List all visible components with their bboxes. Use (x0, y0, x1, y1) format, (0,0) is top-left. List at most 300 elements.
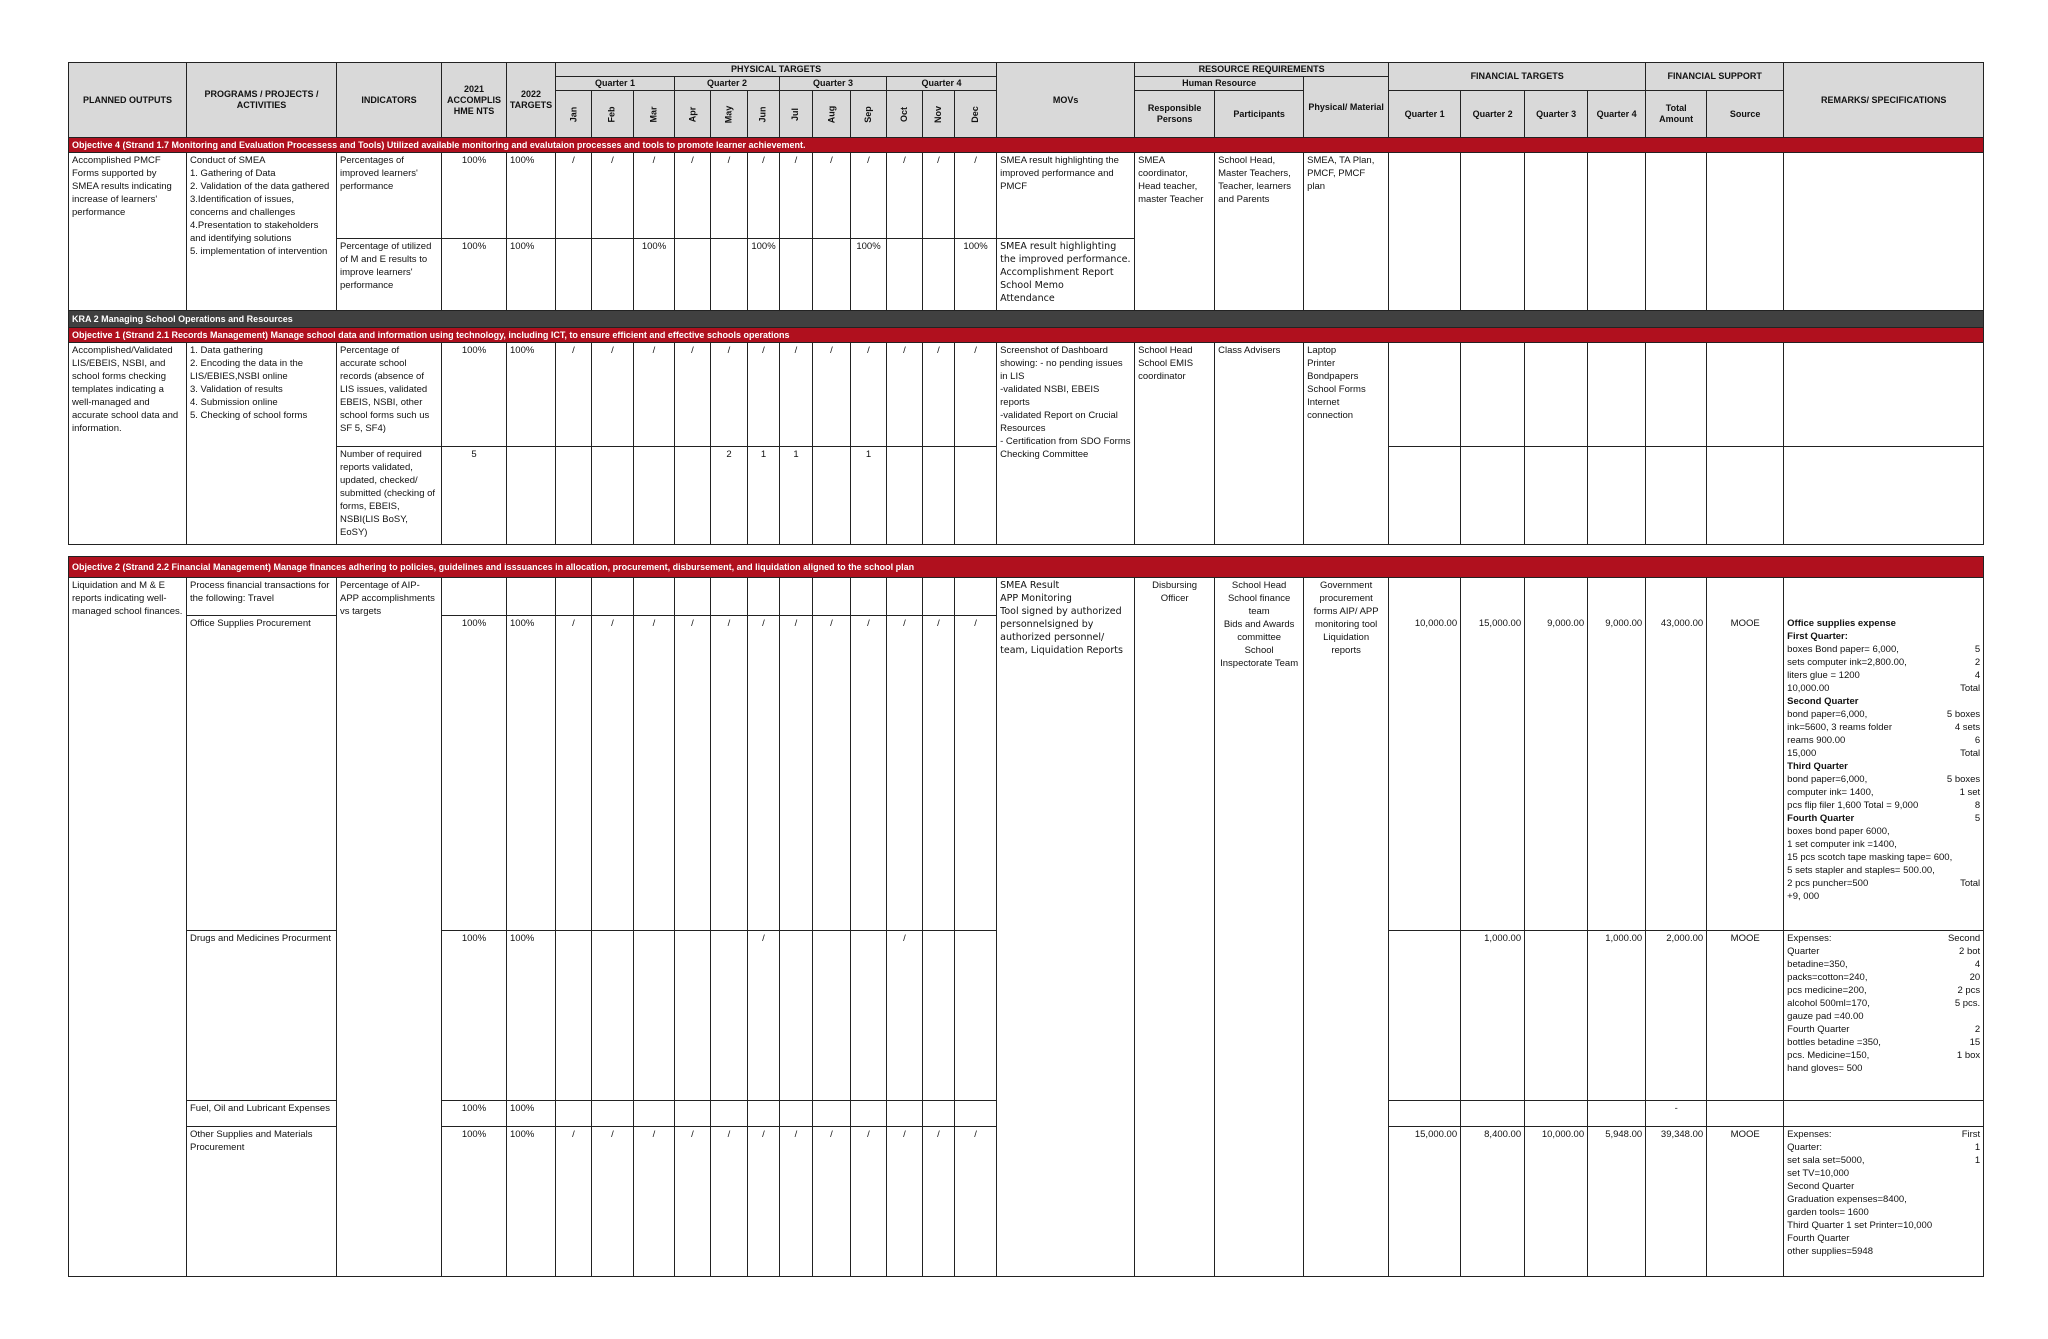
fin-q3 (1525, 1101, 1588, 1127)
month-cell: / (634, 343, 675, 447)
month-cell: / (675, 153, 711, 239)
quarter-2-header: Quarter 2 (675, 77, 780, 91)
remarks-nums: First 1 1 (1961, 1129, 1981, 1166)
participants: Class Advisers (1215, 343, 1304, 545)
month-cell (887, 447, 923, 545)
total-amount (1646, 447, 1707, 545)
month-cell: / (813, 343, 851, 447)
month-cell: / (711, 153, 748, 239)
month-cell: / (851, 153, 887, 239)
total-amount: 39,348.00 (1646, 1127, 1707, 1277)
month-cell (748, 578, 780, 616)
indicator: Percentage of AIP- APP accomplishments vs targets (337, 578, 442, 1277)
month-cell: / (711, 1127, 748, 1277)
acc-2021: 100% (442, 153, 507, 239)
month-cell: / (556, 1127, 592, 1277)
month-cell (813, 578, 851, 616)
fin-q4 (1588, 153, 1646, 311)
month-cell: / (748, 616, 780, 931)
month-cell: / (748, 153, 780, 239)
col-fin-quarter-1: Quarter 1 (1389, 91, 1461, 138)
month-nov (923, 91, 955, 138)
activities: 1. Data gathering 2. Encoding the data in the LIS/EBIES,NSBI online 3. Validation of results 4. Submission online 5. Checking of school forms (187, 343, 337, 545)
month-cell (556, 578, 592, 616)
col-movs: MOVs (997, 63, 1135, 138)
quarter-label: Fourth Quarter (1787, 812, 1855, 824)
month-cell: 100% (955, 239, 997, 311)
month-cell (780, 1101, 813, 1127)
month-cell: / (955, 1127, 997, 1277)
month-cell: / (887, 1127, 923, 1277)
month-cell (887, 239, 923, 311)
remarks (1784, 153, 1984, 311)
remarks-text (1787, 760, 1918, 812)
month-jun (748, 91, 780, 138)
remarks-lines: bond paper=6,000, computer ink= 1400, pcs flip filer 1,600 Total = 9,000 (1787, 773, 1919, 811)
month-label: Aug (826, 105, 836, 123)
month-cell (780, 931, 813, 1101)
month-apr (675, 91, 711, 138)
month-cell: / (955, 616, 997, 931)
month-cell: / (887, 153, 923, 239)
month-cell: / (634, 1127, 675, 1277)
month-cell (955, 578, 997, 616)
remarks-text (1787, 630, 1907, 695)
month-label: Dec (970, 105, 981, 123)
fin-q3: 9,000.00 (1525, 616, 1588, 931)
month-cell: / (592, 343, 634, 447)
month-cell: / (675, 343, 711, 447)
fin-q4: 9,000.00 (1588, 616, 1646, 931)
month-cell (634, 447, 675, 545)
month-cell: / (851, 616, 887, 931)
target-2022: 100% (507, 239, 556, 311)
remarks-block (1787, 932, 1980, 1075)
month-label: Mar (648, 105, 659, 123)
fin-q1: 10,000.00 (1389, 616, 1461, 931)
month-aug (813, 91, 851, 138)
fin-q3 (1525, 578, 1588, 616)
table-row (69, 153, 1984, 239)
month-cell: 1 (851, 447, 887, 545)
month-cell (887, 1101, 923, 1127)
fin-q3 (1525, 447, 1588, 545)
quarter-label: First Quarter: (1787, 630, 1848, 642)
month-cell: / (556, 153, 592, 239)
month-cell (923, 447, 955, 545)
indicator: Number of required reports validated, updated, checked/ submitted (checking of forms, EBEIS, NSBI(LIS BoSY, EoSY) (337, 447, 442, 545)
month-cell: / (748, 931, 780, 1101)
month-cell: 100% (748, 239, 780, 311)
month-cell: / (923, 1127, 955, 1277)
acc-2021: 100% (442, 1127, 507, 1277)
acc-2021: 100% (442, 931, 507, 1101)
remarks-nums: 5 2 4 Total (1960, 643, 1981, 694)
remarks-text (1787, 695, 1892, 760)
source (1707, 447, 1784, 545)
col-fin-quarter-2: Quarter 2 (1461, 91, 1525, 138)
month-cell (675, 578, 711, 616)
month-cell (711, 931, 748, 1101)
acc-2021: 100% (442, 1101, 507, 1127)
remarks-text (1787, 812, 1952, 903)
remarks-office-supplies (1784, 616, 1984, 931)
month-cell: / (887, 931, 923, 1101)
table-row (69, 578, 1984, 616)
source: MOOE (1707, 931, 1784, 1101)
month-cell: / (711, 343, 748, 447)
operational-plan-document (68, 62, 1980, 1277)
month-cell: / (955, 343, 997, 447)
month-cell: / (780, 616, 813, 931)
source (1707, 578, 1784, 616)
col-indicators: INDICATORS (337, 63, 442, 138)
objective-1-title: Objective 1 (Strand 2.1 Records Management) Manage school data and information using technology, including ICT, to ensure efficient and effective schools operations (69, 328, 1984, 343)
fin-q2 (1461, 153, 1525, 311)
financial-targets-header: FINANCIAL TARGETS (1389, 63, 1646, 91)
month-cell (813, 447, 851, 545)
month-cell: 100% (851, 239, 887, 311)
source: MOOE (1707, 1127, 1784, 1277)
remarks-drugs (1784, 931, 1984, 1101)
movs: SMEA result highlighting the improved performance and PMCF (997, 153, 1135, 239)
remarks-block (1787, 695, 1980, 760)
month-cell (748, 1101, 780, 1127)
month-jul (780, 91, 813, 138)
month-cell (592, 578, 634, 616)
source (1707, 343, 1784, 447)
remarks-lines: Expenses: Quarter: set sala set=5000, set TV=10,000 Second Quarter Graduation expenses=8400, garden tools= 1600 Third Quarter 1 set Printer=10,000 Fourth Quarter other supplies=5948 (1787, 1129, 1933, 1257)
fin-q2: 1,000.00 (1461, 931, 1525, 1101)
total-amount (1646, 343, 1707, 447)
quarter-label: Second Quarter (1787, 695, 1859, 707)
month-jan (556, 91, 592, 138)
movs: Screenshot of Dashboard showing: - no pending issues in LIS -validated NSBI, EBEIS reports -validated Report on Crucial Resources - Certification from SDO Forms Checking Committee (997, 343, 1135, 545)
month-cell: / (923, 616, 955, 931)
month-feb (592, 91, 634, 138)
month-cell (711, 1101, 748, 1127)
kra-2-row (69, 311, 1984, 328)
remarks-lines: Expenses: Quarter betadine=350, packs=cotton=240, pcs medicine=200, alcohol 500ml=170, gauze pad =40.00 Fourth Quarter bottles betadine =350, pcs. Medicine=150, hand gloves= 500 (1787, 933, 1881, 1074)
month-cell (955, 447, 997, 545)
source (1707, 153, 1784, 311)
month-cell: / (923, 343, 955, 447)
month-cell (592, 447, 634, 545)
month-cell (556, 931, 592, 1101)
month-cell (780, 239, 813, 311)
remarks-block (1787, 1128, 1980, 1258)
fin-q1 (1389, 343, 1461, 447)
month-cell (813, 1101, 851, 1127)
month-cell: / (955, 153, 997, 239)
fin-q3 (1525, 153, 1588, 311)
month-cell (711, 239, 748, 311)
fin-q3: 10,000.00 (1525, 1127, 1588, 1277)
operational-plan-table (68, 62, 1984, 1277)
month-cell (923, 239, 955, 311)
fin-q2 (1461, 578, 1525, 616)
month-cell: / (556, 343, 592, 447)
resource-requirements-header: RESOURCE REQUIREMENTS (1135, 63, 1389, 77)
month-cell: / (592, 153, 634, 239)
acc-2021 (442, 578, 507, 616)
remarks-lines: boxes bond paper 6000, 1 set computer ink =1400, 15 pcs scotch tape masking tape= 600, 5 sets stapler and staples= 500.00, 2 pcs puncher=500 +9, 000 (1787, 825, 1953, 902)
month-label: Apr (687, 106, 697, 122)
physical-material: Laptop Printer Bondpapers School Forms Internet connection (1304, 343, 1389, 545)
month-cell (592, 239, 634, 311)
month-cell: 1 (748, 447, 780, 545)
col-fin-quarter-4: Quarter 4 (1588, 91, 1646, 138)
table-row (69, 343, 1984, 447)
month-cell (955, 1101, 997, 1127)
movs: SMEA result highlighting the improved performance. Accomplishment Report School Memo Attendance (997, 239, 1135, 311)
target-2022: 100% (507, 1127, 556, 1277)
month-cell: / (748, 343, 780, 447)
program: Fuel, Oil and Lubricant Expenses (187, 1101, 337, 1127)
physical-material: Government procurement forms AIP/ APP monitoring tool Liquidation reports (1304, 578, 1389, 1277)
month-cell: / (851, 343, 887, 447)
month-cell (634, 931, 675, 1101)
month-may (711, 91, 748, 138)
month-cell (851, 1101, 887, 1127)
target-2022: 100% (507, 931, 556, 1101)
responsible-persons: SMEA coordinator, Head teacher, master Teacher (1135, 153, 1215, 311)
fin-q2 (1461, 447, 1525, 545)
remarks (1784, 447, 1984, 545)
month-cell: / (813, 616, 851, 931)
month-oct (887, 91, 923, 138)
fin-q4 (1588, 447, 1646, 545)
fin-q1 (1389, 578, 1461, 616)
remarks-block (1787, 630, 1980, 695)
fin-q3 (1525, 931, 1588, 1101)
month-cell: / (887, 616, 923, 931)
acc-2021: 100% (442, 343, 507, 447)
fin-q4 (1588, 343, 1646, 447)
planned-output: Accomplished PMCF Forms supported by SMEA results indicating increase of learners' performance (69, 153, 187, 311)
quarter-label: Third Quarter (1787, 760, 1848, 772)
month-cell (711, 578, 748, 616)
total-amount (1646, 578, 1707, 616)
month-mar (634, 91, 675, 138)
month-cell: / (592, 1127, 634, 1277)
target-2022: 100% (507, 153, 556, 239)
remarks (1784, 578, 1984, 616)
month-cell (675, 447, 711, 545)
month-cell: / (711, 616, 748, 931)
month-cell: / (780, 343, 813, 447)
fin-q3 (1525, 343, 1588, 447)
indicator: Percentages of improved learners' performance (337, 153, 442, 239)
month-cell: 2 (711, 447, 748, 545)
month-cell: / (780, 153, 813, 239)
objective-2-title: Objective 2 (Strand 2.2 Financial Management) Manage finances adhering to policies, guidelines and isssuances in allocation, procurement, disbursement, and liquidation aligned to the school plan (69, 557, 1984, 578)
fin-q4: 5,948.00 (1588, 1127, 1646, 1277)
fin-q4 (1588, 578, 1646, 616)
planned-output: Liquidation and M & E reports indicating well-managed school finances. (69, 578, 187, 1277)
total-amount (1646, 153, 1707, 311)
remarks-block (1787, 812, 1980, 903)
col-2021-accomplishments: 2021 ACCOMPLISHME NTS (442, 63, 507, 138)
month-cell: / (634, 153, 675, 239)
remarks-nums: 5 boxes 4 sets 6 Total (1946, 708, 1981, 759)
month-label: Jun (757, 105, 768, 123)
fin-q2 (1461, 343, 1525, 447)
month-cell (851, 578, 887, 616)
month-label: Jul (790, 107, 801, 121)
fin-q1 (1389, 153, 1461, 311)
spacer-cell (69, 545, 1984, 557)
program-head: Process financial transactions for the following: Travel (187, 578, 337, 616)
month-cell (634, 1101, 675, 1127)
remarks-title: Office supplies expense (1787, 617, 1896, 629)
fin-q1 (1389, 931, 1461, 1101)
fin-q1 (1389, 1101, 1461, 1127)
month-cell: / (813, 1127, 851, 1277)
month-cell: / (634, 616, 675, 931)
remarks-block (1787, 760, 1980, 812)
program: Office Supplies Procurement (187, 616, 337, 931)
month-label: Jan (567, 106, 578, 122)
remarks-other-supplies (1784, 1127, 1984, 1277)
activities: Conduct of SMEA 1. Gathering of Data 2. Validation of the data gathered 3.Identification of issues, concerns and challenges 4.Presentation to stakeholders and identifying solutions 5. implementation of intervention (187, 153, 337, 311)
planned-output: Accomplished/Validated LIS/EBEIS, NSBI, and school forms checking templates indicating a well-managed and accurate school data and information. (69, 343, 187, 545)
month-dec (955, 91, 997, 138)
month-cell: / (887, 343, 923, 447)
month-cell (556, 239, 592, 311)
col-source: Source (1707, 91, 1784, 138)
month-cell: / (780, 1127, 813, 1277)
total-amount: - (1646, 1101, 1707, 1127)
month-label: May (723, 105, 734, 123)
month-cell (813, 239, 851, 311)
month-cell (887, 578, 923, 616)
col-planned-outputs: PLANNED OUTPUTS (69, 63, 187, 138)
acc-2021: 100% (442, 239, 507, 311)
month-cell (592, 1101, 634, 1127)
human-resource-header: Human Resource (1135, 77, 1304, 91)
fin-q4: 1,000.00 (1588, 931, 1646, 1101)
month-cell: / (592, 616, 634, 931)
col-programs: PROGRAMS / PROJECTS / ACTIVITIES (187, 63, 337, 138)
program: Drugs and Medicines Procurment (187, 931, 337, 1101)
fin-q2: 8,400.00 (1461, 1127, 1525, 1277)
table-header (69, 63, 1984, 138)
remarks-lines: bond paper=6,000, ink=5600, 3 reams folder reams 900.00 15,000 (1787, 708, 1892, 759)
target-2022: 100% (507, 1101, 556, 1127)
fin-q2: 15,000.00 (1461, 616, 1525, 931)
participants: School Head School finance team Bids and Awards committee School Inspectorate Team (1215, 578, 1304, 1277)
target-2022 (507, 578, 556, 616)
remarks-nums: Second 2 bot 4 20 2 pcs 5 pcs. 2 15 1 box (1947, 933, 1981, 1061)
movs: SMEA Result APP Monitoring Tool signed by authorized personnelsigned by authorized personnel/ team, Liquidation Reports (997, 578, 1135, 1277)
month-label: Nov (932, 105, 943, 123)
month-cell (851, 931, 887, 1101)
month-label: Oct (898, 106, 909, 122)
month-cell (813, 931, 851, 1101)
source: MOOE (1707, 616, 1784, 931)
fin-q1: 15,000.00 (1389, 1127, 1461, 1277)
remarks (1784, 343, 1984, 447)
col-2022-targets: 2022 TARGETS (507, 63, 556, 138)
fin-q2 (1461, 1101, 1525, 1127)
month-cell (955, 931, 997, 1101)
responsible-persons: Disbursing Officer (1135, 578, 1215, 1277)
month-cell (675, 931, 711, 1101)
target-2022 (507, 447, 556, 545)
month-cell: / (675, 616, 711, 931)
total-amount: 43,000.00 (1646, 616, 1707, 931)
remarks-nums: 5 boxes 1 set 8 (1946, 773, 1981, 811)
acc-2021: 100% (442, 616, 507, 931)
month-cell: / (675, 1127, 711, 1277)
acc-2021: 5 (442, 447, 507, 545)
quarter-3-header: Quarter 3 (780, 77, 887, 91)
objective-1-row (69, 328, 1984, 343)
month-cell: / (748, 1127, 780, 1277)
source (1707, 1101, 1784, 1127)
month-cell (556, 447, 592, 545)
col-responsible-persons: Responsible Persons (1135, 91, 1215, 138)
indicator: Percentage of accurate school records (absence of LIS issues, validated EBEIS, NSBI, other school forms such us SF 5, SF4) (337, 343, 442, 447)
fin-q1 (1389, 447, 1461, 545)
month-cell (634, 578, 675, 616)
month-label: Sep (862, 105, 873, 123)
objective-4-row (69, 138, 1984, 153)
month-cell (675, 1101, 711, 1127)
month-cell (592, 931, 634, 1101)
col-physical-material: Physical/ Material (1304, 77, 1389, 138)
spacer-row (69, 545, 1984, 557)
total-amount: 2,000.00 (1646, 931, 1707, 1101)
indicator: Percentage of utilized of M and E results to improve learners' performance (337, 239, 442, 311)
month-cell: / (851, 1127, 887, 1277)
responsible-persons: School Head School EMIS coordinator (1135, 343, 1215, 545)
objective-4-title: Objective 4 (Strand 1.7 Monitoring and Evaluation Processess and Tools) Utilized available monitoring and evalutaion processes and tools to promote learner achievement. (69, 138, 1984, 153)
target-2022: 100% (507, 616, 556, 931)
quarter-1-header: Quarter 1 (556, 77, 675, 91)
col-fin-quarter-3: Quarter 3 (1525, 91, 1588, 138)
month-cell: 1 (780, 447, 813, 545)
month-cell (923, 1101, 955, 1127)
col-total-amount: Total Amount (1646, 91, 1707, 138)
participants: School Head, Master Teachers, Teacher, learners and Parents (1215, 153, 1304, 311)
quarter-4-header: Quarter 4 (887, 77, 997, 91)
month-cell (675, 239, 711, 311)
month-cell: / (813, 153, 851, 239)
remarks-lines: boxes Bond paper= 6,000, sets computer ink=2,800.00, liters glue = 1200 10,000.00 (1787, 643, 1907, 694)
month-cell (923, 931, 955, 1101)
col-remarks: REMARKS/ SPECIFICATIONS (1784, 63, 1984, 138)
remarks-nums: 5 Total (1960, 812, 1981, 889)
month-cell: 100% (634, 239, 675, 311)
col-participants: Participants (1215, 91, 1304, 138)
physical-targets-header: PHYSICAL TARGETS (556, 63, 997, 77)
remarks (1784, 1101, 1984, 1127)
target-2022: 100% (507, 343, 556, 447)
fin-q4 (1588, 1101, 1646, 1127)
month-label: Feb (606, 105, 617, 123)
program: Other Supplies and Materials Procurement (187, 1127, 337, 1277)
financial-support-header: FINANCIAL SUPPORT (1646, 63, 1784, 91)
month-sep (851, 91, 887, 138)
physical-material: SMEA, TA Plan, PMCF, PMCF plan (1304, 153, 1389, 311)
month-cell: / (556, 616, 592, 931)
month-cell: / (923, 153, 955, 239)
month-cell (923, 578, 955, 616)
month-cell (780, 578, 813, 616)
objective-2-row (69, 557, 1984, 578)
